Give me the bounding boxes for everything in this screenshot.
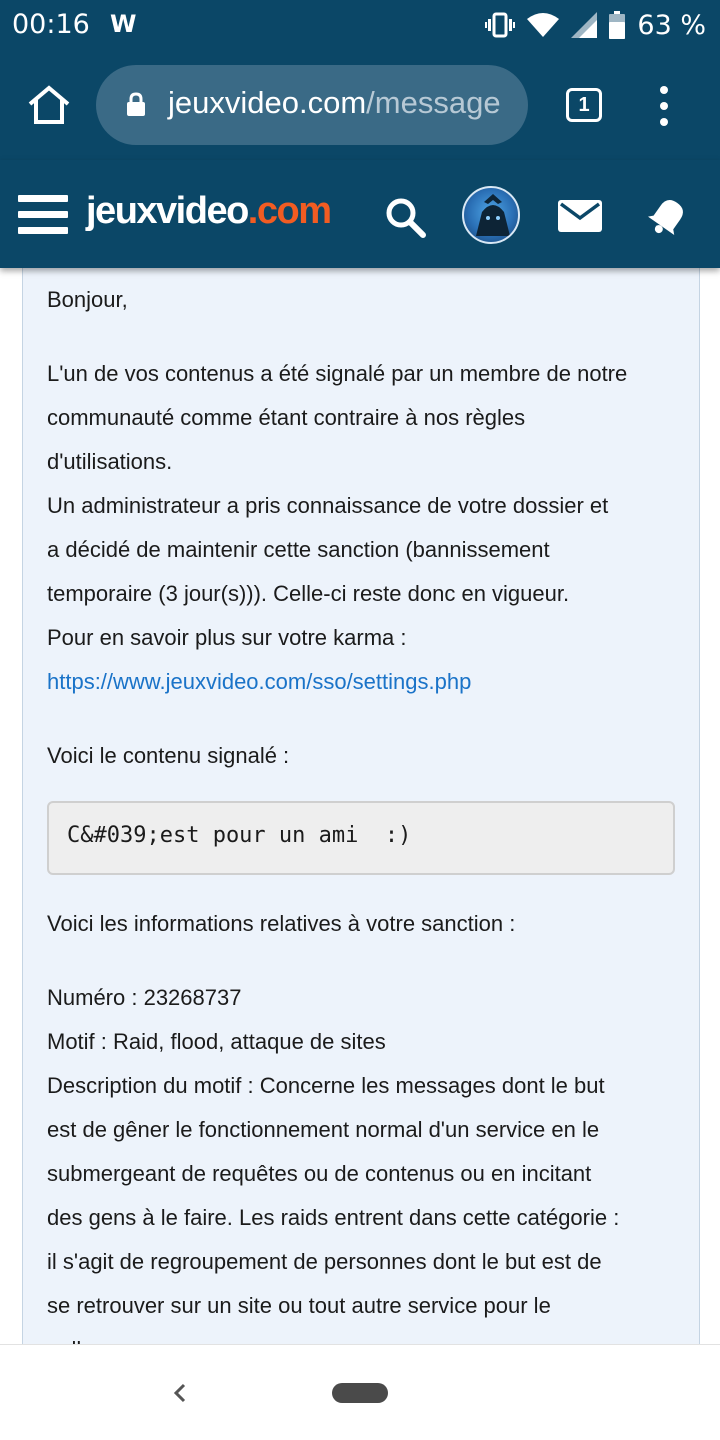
more-vert-icon[interactable]: [656, 86, 672, 126]
logo-main: jeuxvideo: [86, 190, 248, 232]
karma-link[interactable]: https://www.jeuxvideo.com/sso/settings.php: [47, 669, 472, 694]
mail-icon[interactable]: [558, 200, 602, 232]
paragraph-line: Un administrateur a pris connaissance de votre dossier et: [47, 493, 609, 518]
tabs-button[interactable]: 1: [566, 88, 602, 122]
message-card: [22, 262, 700, 1362]
signal-icon: [571, 12, 597, 38]
browser-toolbar: [0, 50, 720, 160]
info-label: Voici les informations relatives à votre sanction :: [47, 911, 516, 936]
description-line: Description du motif : Concerne les messages dont le but: [47, 1073, 605, 1098]
url-text: [168, 85, 501, 121]
paragraph-line: temporaire (3 jour(s))). Celle-ci reste donc en vigueur.: [47, 581, 570, 606]
reported-content-box: C&#039;est pour un ami :): [47, 801, 675, 875]
status-icons: [485, 9, 706, 41]
site-logo[interactable]: [86, 190, 331, 233]
status-time: 00:16: [12, 9, 90, 40]
description-line: submergeant de requêtes ou de contenus ou en incitant: [47, 1161, 592, 1186]
spacer: [47, 322, 679, 352]
reported-label: Voici le contenu signalé :: [47, 743, 290, 768]
description-line: il s'agit de regroupement de personnes dont le but est de: [47, 1249, 602, 1274]
home-pill-icon[interactable]: [332, 1383, 388, 1403]
avatar[interactable]: [462, 186, 520, 244]
description-line: se retrouver sur un site ou tout autre service pour le: [47, 1293, 551, 1318]
sanction-number: Numéro : 23268737: [47, 985, 242, 1010]
home-icon[interactable]: [26, 84, 72, 126]
status-bar: [0, 0, 720, 50]
avatar-figure: [464, 188, 520, 244]
spacer: [47, 704, 679, 734]
navigation-bar: [0, 1344, 720, 1440]
search-icon[interactable]: [384, 196, 426, 238]
hamburger-icon[interactable]: [18, 195, 68, 235]
description-line: des gens à le faire. Les raids entrent dans cette catégorie :: [47, 1205, 620, 1230]
paragraph-line: d'utilisations.: [47, 449, 173, 474]
lock-icon: [126, 92, 146, 116]
paragraph-line: a décidé de maintenir cette sanction (bannissement: [47, 537, 550, 562]
bell-icon[interactable]: [648, 194, 688, 238]
url-domain: jeuxvideo.com: [168, 85, 367, 120]
address-bar[interactable]: [96, 65, 528, 145]
paragraph-line: L'un de vos contenus a été signalé par un membre de notre: [47, 361, 628, 386]
vibrate-icon: [485, 12, 515, 38]
notification-icon: W: [110, 10, 137, 38]
back-icon[interactable]: [170, 1379, 190, 1407]
sanction-reason: Motif : Raid, flood, attaque de sites: [47, 1029, 386, 1054]
paragraph-line: communauté comme étant contraire à nos règles: [47, 405, 526, 430]
karma-label: Pour en savoir plus sur votre karma :: [47, 625, 407, 650]
logo-com: .com: [247, 190, 331, 232]
url-path: /message: [366, 85, 501, 120]
description-line: est de gêner le fonctionnement normal d'un service en le: [47, 1117, 600, 1142]
spacer: [47, 946, 679, 976]
battery-percent: 63 %: [637, 9, 706, 41]
wifi-icon: [527, 12, 559, 38]
greeting: Bonjour,: [47, 287, 128, 312]
site-header: [0, 160, 720, 268]
battery-icon: [609, 11, 625, 39]
